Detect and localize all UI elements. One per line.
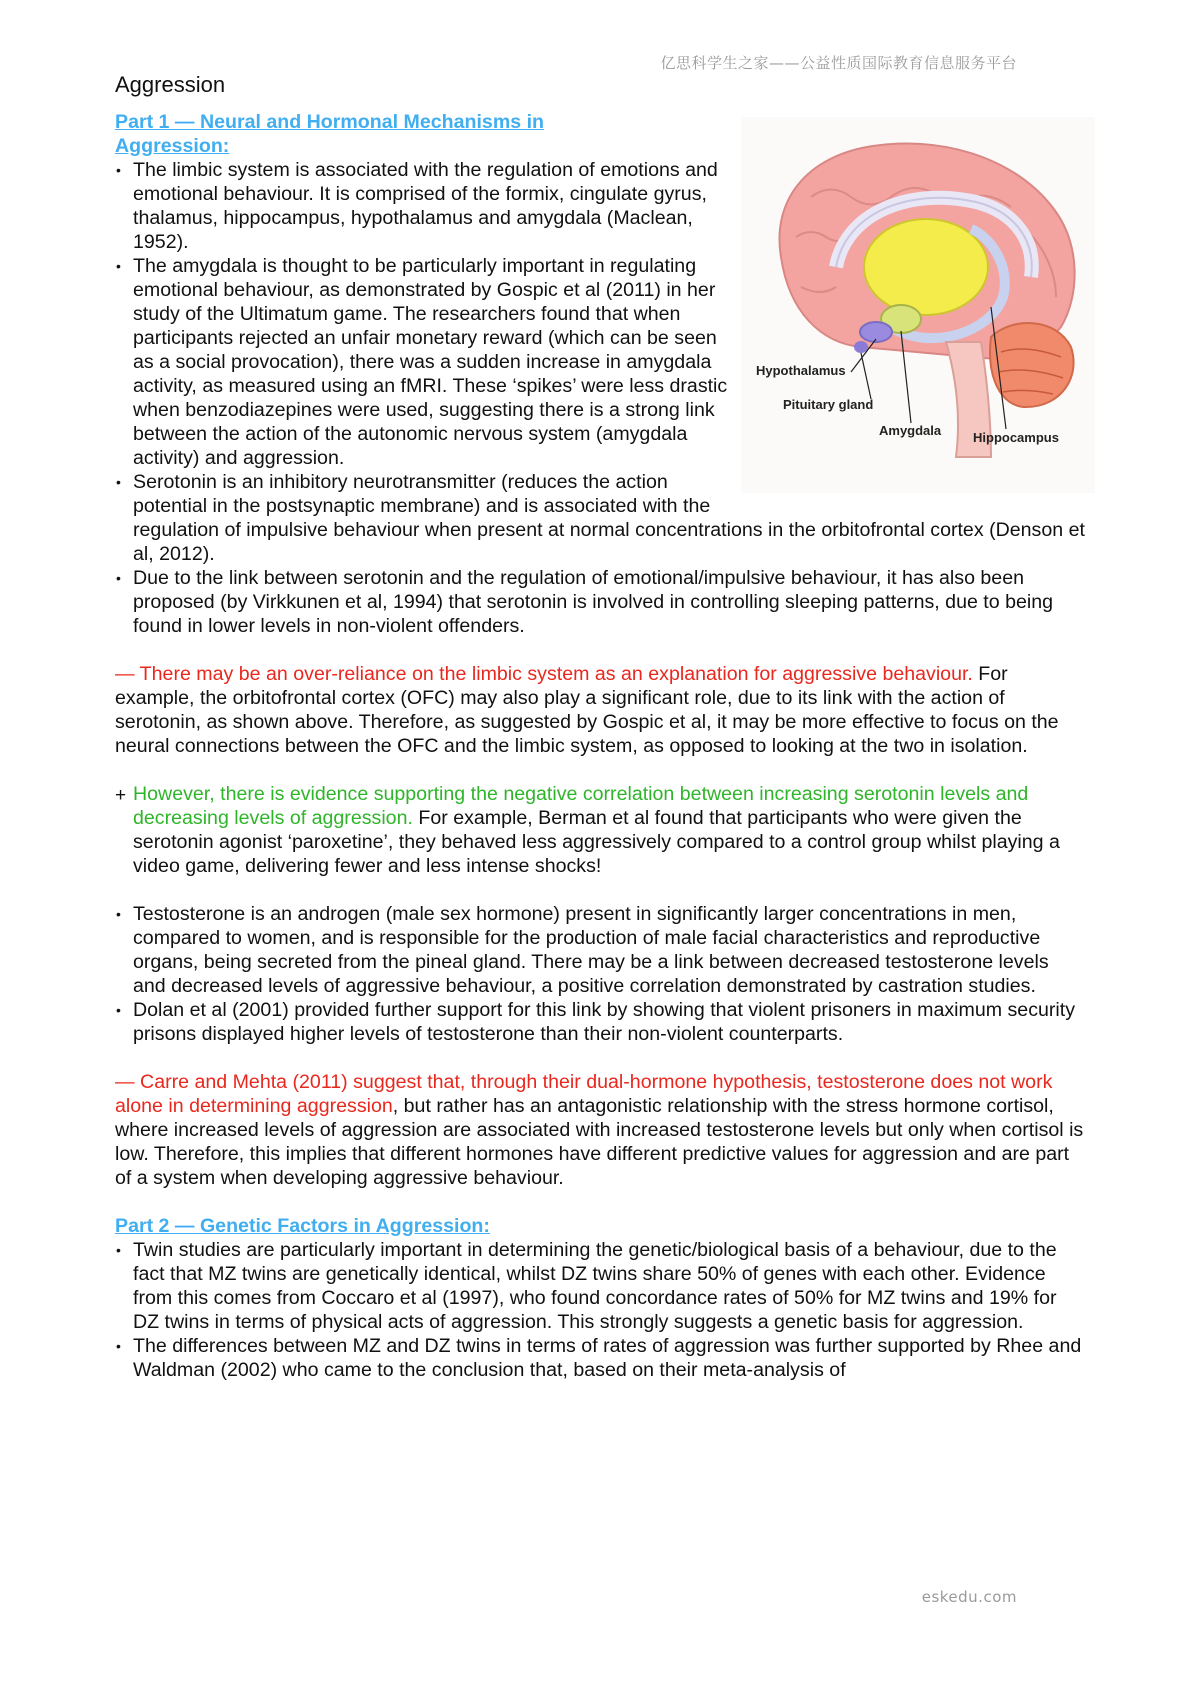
list-item: • Twin studies are particularly important in determining the genetic/biological basis of a behaviour, due to the fact that MZ twins are genetically identical, whilst DZ twins share 50% of genes with each other. Evidence from this comes from Coccaro et al (1997), who found concordance rates of 50% for MZ twins and 19% for DZ twins in terms of physical acts of aggression. This strongly suggests a genetic basis for aggression. (115, 1238, 1085, 1334)
part2-heading[interactable]: Part 2 — Genetic Factors in Aggression: (115, 1215, 490, 1237)
document-page (115, 72, 1085, 1382)
evaluation-paragraph-limbic (115, 662, 1085, 758)
label-pituitary-gland: Pituitary gland (783, 397, 874, 412)
list-item: • Due to the link between serotonin and the regulation of emotional/impulsive behaviour, it has also been proposed (by Virkkunen et al, 1994) that serotonin is involved in controlling sleeping patterns, due to being found in lower levels in non-violent offenders. (115, 566, 1085, 638)
evaluation-negative-point: — There may be an over-reliance on the limbic system as an explanation for aggressive behaviour. (115, 663, 973, 685)
document-title: Aggression (115, 72, 226, 97)
evaluation-text: For example, the orbitofrontal cortex (OFC) may also play a significant role, due to its link with the action of serotonin, as shown above. Therefore, as suggested by Gospic et al, it may be more effective to focus on the neural connections between the OFC and the limbic system, as opposed to looking at the two in isolation. (115, 663, 1059, 757)
list-item: • Serotonin is an inhibitory neurotransmitter (reduces the action potential in the postsynaptic membrane) and is associated with the regulation of impulsive behaviour when present at normal concentrations in the orbitofrontal cortex (Denson et al, 2012). (115, 470, 1085, 566)
list-item: • The limbic system is associated with the regulation of emotions and emotional behaviour. It is comprised of the formix, cingulate gyrus, thalamus, hippocampus, hypothalamus and amygdala (Maclean, 1952). (115, 158, 1085, 254)
header-watermark: 亿思科学生之家——公益性质国际教育信息服务平台 (660, 54, 1017, 72)
part2-bullet-list (115, 1238, 1085, 1382)
testosterone-bullet-list (115, 902, 1085, 1046)
label-hypothalamus: Hypothalamus (756, 363, 846, 378)
label-hippocampus: Hippocampus (973, 430, 1059, 445)
evaluation-negative-point: — Carre and Mehta (2011) suggest that, through their dual-hormone hypothesis, testosterone does not work alone in determining aggression (115, 1071, 1053, 1117)
footer-site-name: eskedu.com (921, 1588, 1017, 1606)
label-amygdala: Amygdala (879, 423, 942, 438)
list-item: • Dolan et al (2001) provided further support for this link by showing that violent prisoners in maximum security prisons displayed higher levels of testosterone than their non-violent counterparts. (115, 998, 1085, 1046)
evaluation-positive-point: However, there is evidence supporting the negative correlation between increasing serotonin levels and decreasing levels of aggression. (133, 783, 1029, 829)
evaluation-text: For example, Berman et al found that participants who were given the serotonin agonist ‘paroxetine’, they behaved less aggressively compared to a control group whilst playing a video game, delivering fewer and less intense shocks! (133, 807, 1060, 877)
part1-heading[interactable]: Part 1 — Neural and Hormonal Mechanisms in Aggression: (115, 111, 544, 157)
list-item: • The amygdala is thought to be particularly important in regulating emotional behaviour, as demonstrated by Gospic et al (2011) in her study of the Ultimatum game. The researchers found that when participants rejected an unfair monetary reward (which can be seen as a social provocation), there was a sudden increase in amygdala activity, as measured using an fMRI. These ‘spikes’ were less drastic when benzodiazepines were used, suggesting there is a strong link between the action of the autonomic nervous system (amygdala activity) and aggression. (115, 254, 1085, 470)
part1-bullet-list (115, 158, 1085, 638)
list-item: • The differences between MZ and DZ twins in terms of rates of aggression was further supported by Rhee and Waldman (2002) who came to the conclusion that, based on their meta-analysis of (115, 1334, 1085, 1382)
list-item: • Testosterone is an androgen (male sex hormone) present in significantly larger concentrations in men, compared to women, and is responsible for the production of male facial characteristics and reproductive organs, being secreted from the pineal gland. There may be a link between decreased testosterone levels and decreased levels of aggressive behaviour, a positive correlation demonstrated by castration studies. (115, 902, 1085, 998)
evaluation-paragraph-serotonin (115, 782, 1085, 878)
plus-sign: + (115, 785, 127, 806)
evaluation-paragraph-testosterone (115, 1070, 1085, 1190)
evaluation-text: , but rather has an antagonistic relationship with the stress hormone cortisol, where increased levels of aggression are associated with increased testosterone levels but only when cortisol is low. Therefore, this implies that different hormones have different predictive values for aggression and are part of a system when developing aggressive behaviour. (115, 1095, 1084, 1189)
